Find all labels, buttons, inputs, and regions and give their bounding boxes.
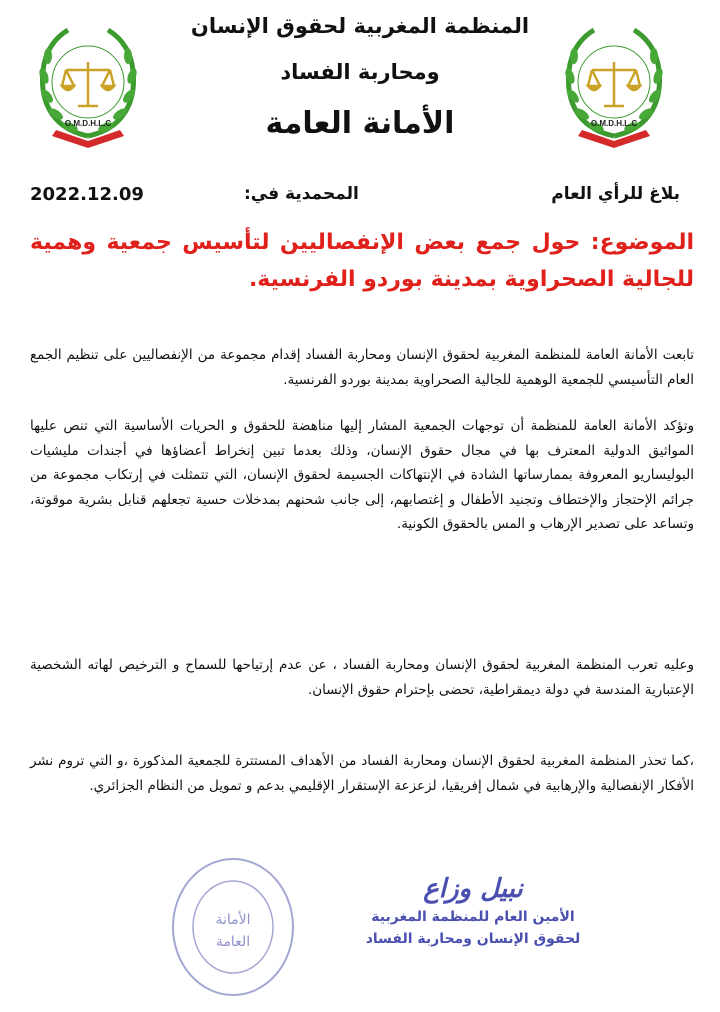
signatory-name: نبيل وزاع [423, 874, 523, 904]
logo-acronym: O.M.D.H.L.C [64, 119, 112, 128]
body-paragraph-1: تابعت الأمانة العامة للمنظمة المغربية لحقوق الإنسان ومحاربة الفساد إقدام مجموعة من الإنفصاليين على تنظيم الجمع العام التأسيسي للجمعية الوهمية للجالية الصحراوية بمدينة بوردو الفرنسية. [30, 347, 694, 388]
communique-date: 2022.12.09 [30, 184, 144, 205]
organization-name-line2: ومحاربة الفساد [280, 60, 440, 84]
subject-heading: الموضوع: حول جمع بعض الإنفصاليين لتأسيس جمعية وهمية للجالية الصحراوية بمدينة بوردو الفرنسية. [30, 230, 694, 292]
ribbon-icon [578, 130, 650, 148]
signature-block [338, 872, 608, 950]
organization-logo-right [558, 24, 670, 152]
body-paragraph-2: وتؤكد الأمانة العامة للمنظمة أن توجهات الجمعية المشار إليها مناهضة للحقوق و الحريات الأساسية التي تنص عليها المواثيق الدولية المعترف بها في مجال حقوق الإنسان، وذلك بعدما تبين إنخراط أعضاؤها في أجندات مليشيات البوليساريو المعروفة بممارساتها الشادة في الإنتهاكات الجسيمة لحقوق الإنسان، التي تتمثلت في إرتكاب مجموعة من جرائم الإحتجاز والإختطاف وتجنيد الأطفال و إغتصابهم، إلى جانب شحنهم بمدخلات حسية تجعلهم قنابل بشرية موقوتة، وتساعد على تصدير الإرهاب و المس بالحقوق الكونية. [30, 418, 694, 532]
official-stamp [166, 852, 300, 1002]
city-label: المحمدية في: [244, 184, 359, 204]
organization-logo [32, 24, 144, 152]
publication-label: بلاغ للرأي العام [551, 184, 680, 204]
stamp-center-line2: العامة [215, 934, 251, 950]
signatory-role: الأمين العام للمنظمة المغربية [371, 909, 575, 925]
body-paragraph-4: ،كما تحذر المنظمة المغربية لحقوق الإنسان ومحاربة الفساد من الأهداف المستترة للجمعية المذكورة ،و التي تروم نشر الأفكار الإنفصالية والإرهابية في شمال إفريقيا، لزعزعة الإستقرار الإقليمي بدعم و تمويل من النظام الجزائري. [30, 753, 694, 794]
organization-name: المنظمة المغربية لحقوق الإنسان [190, 14, 530, 38]
ribbon-icon [52, 130, 124, 148]
body-paragraph-3: وعليه تعرب المنظمة المغربية لحقوق الإنسان ومحاربة الفساد ، عن عدم إرتياحها للسماح و الترخيص لهاته الشخصية الإعتبارية المندسة في دولة ديمقراطية، تحضى بإحترام حقوق الإنسان. [30, 657, 694, 698]
signatory-role-line2: لحقوق الإنسان ومحاربة الفساد [365, 931, 581, 947]
stamp-center-line1: الأمانة [215, 912, 251, 928]
logo-acronym: O.M.D.H.L.C [590, 119, 638, 128]
secretariat-title: الأمانة العامة [265, 106, 455, 141]
communique-meta [30, 184, 680, 212]
